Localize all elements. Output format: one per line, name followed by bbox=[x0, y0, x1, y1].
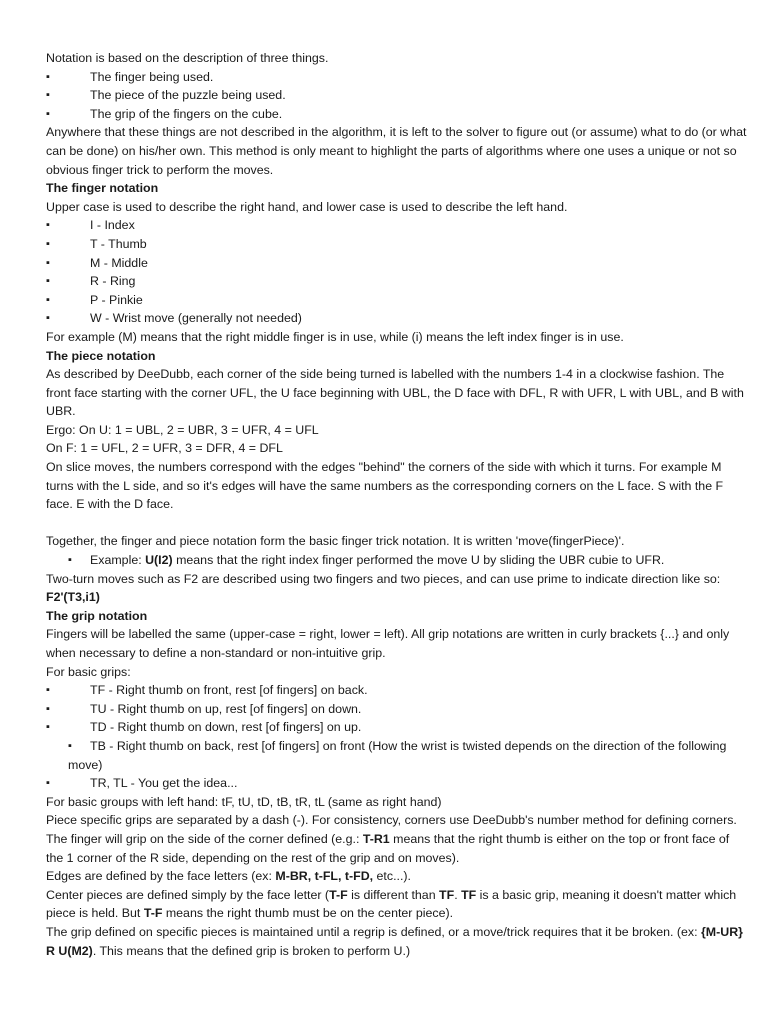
piece-description: As described by DeeDubb, each corner of the side being turned is labelled with the numbers 1-4 in a clockwise fashion. The front face starting with the corner UFL, the U face beginning with UBL, the D face with DFL, R with UFR, L with UBL, and B with UBR. bbox=[46, 367, 744, 419]
grip-item: ▪ TB - Right thumb on back, rest [of fingers] on front (How the wrist is twisted depends on the direction of the following move) bbox=[46, 737, 748, 774]
blank-line bbox=[46, 514, 748, 533]
intro-paragraph: Anywhere that these things are not described in the algorithm, it is left to the solver to figure out (or assume) what to do (or what can be done) on his/her own. This method is only meant to highlight the parts of algorithms where one uses a unique or not so obvious finger trick to perform the moves. bbox=[46, 125, 747, 177]
piece-on-f: On F: 1 = UFL, 2 = UFR, 3 = DFR, 4 = DFL bbox=[46, 441, 283, 456]
piece-ergo-u: Ergo: On U: 1 = UBL, 2 = UBR, 3 = UFR, 4 = UFL bbox=[46, 422, 319, 437]
finger-item: ▪ T - Thumb bbox=[46, 235, 748, 254]
code-run: M-BR, t-FL, t-FD, bbox=[275, 869, 374, 884]
grip-item: ▪ TD - Right thumb on down, rest [of fingers] on up. bbox=[46, 718, 748, 737]
piece-example-item bbox=[46, 551, 748, 570]
text-run: means that the right thumb is either on the top or front face of the 1 corner of the R side, depending on the rest of the grip and on moves). bbox=[46, 831, 730, 865]
finger-item: ▪ M - Middle bbox=[46, 254, 748, 273]
text-run: means the right thumb must be on the center piece). bbox=[162, 906, 454, 921]
text-run: . This means that the defined grip is broken to perform U.) bbox=[92, 943, 411, 958]
grip-item: ▪ TR, TL - You get the idea... bbox=[46, 774, 748, 793]
intro-item: ▪ The piece of the puzzle being used. bbox=[46, 86, 748, 105]
piece-two-turn bbox=[46, 570, 748, 607]
two-turn-text: Two-turn moves such as F2 are described using two fingers and two pieces, and can use prime to indicate direction like so: bbox=[46, 571, 721, 586]
finger-example: For example (M) means that the right middle finger is in use, while (i) means the left index finger is in use. bbox=[46, 329, 624, 344]
example-label: Example: bbox=[90, 553, 146, 568]
finger-item: ▪ P - Pinkie bbox=[46, 291, 748, 310]
code-run: T-F bbox=[329, 887, 348, 902]
grip-heading: The grip notation bbox=[46, 608, 148, 623]
code-run: {M-UR} R U(M2) bbox=[46, 924, 743, 958]
two-turn-code: F2'(T3,i1) bbox=[46, 590, 100, 605]
text-run: Center pieces are defined simply by the face letter ( bbox=[46, 887, 330, 902]
example-text: means that the right index finger performed the move U by sliding the UBR cubie to UFR. bbox=[172, 553, 665, 568]
grip-maintained bbox=[46, 923, 748, 960]
text-run: . bbox=[454, 887, 462, 902]
piece-together: Together, the finger and piece notation form the basic finger trick notation. It is written 'move(fingerPiece)'. bbox=[46, 534, 625, 549]
finger-item: ▪ W - Wrist move (generally not needed) bbox=[46, 309, 748, 328]
intro-item: ▪ The finger being used. bbox=[46, 68, 748, 87]
example-code: U(I2) bbox=[145, 553, 173, 568]
text-run: The grip defined on specific pieces is maintained until a regrip is defined, or a move/trick requires that it be broken. (ex: bbox=[46, 924, 701, 939]
finger-item: ▪ I - Index bbox=[46, 216, 748, 235]
grip-piece-specific bbox=[46, 811, 748, 867]
piece-heading: The piece notation bbox=[46, 348, 156, 363]
grip-description: Fingers will be labelled the same (upper-case = right, lower = left). All grip notations are written in curly brackets {...} and only when necessary to define a non-standard or non-intuitive grip. bbox=[46, 627, 730, 660]
code-run: T-F bbox=[143, 906, 163, 921]
code-run: TF bbox=[439, 887, 455, 902]
code-run: T-R1 bbox=[362, 831, 390, 846]
text-run: etc...). bbox=[373, 869, 411, 884]
grip-center bbox=[46, 886, 748, 923]
intro-item: ▪ The grip of the fingers on the cube. bbox=[46, 105, 748, 124]
grip-basic-label: For basic grips: bbox=[46, 664, 131, 679]
intro-text: Notation is based on the description of three things. bbox=[46, 51, 329, 65]
code-run: TF bbox=[461, 887, 477, 902]
grip-item: ▪ TF - Right thumb on front, rest [of fingers] on back. bbox=[46, 681, 748, 700]
text-run: Piece specific grips are separated by a dash (-). For consistency, corners use DeeDubb's number method for defining corners. The finger will grip on the side of the corner defined (e.g.: bbox=[46, 813, 737, 846]
grip-item: ▪ TU - Right thumb on up, rest [of fingers] on down. bbox=[46, 700, 748, 719]
text-run: is a basic grip, meaning it doesn't matter which piece is held. But bbox=[46, 887, 737, 921]
text-run: Edges are defined by the face letters (ex: bbox=[46, 869, 276, 884]
grip-edges bbox=[46, 867, 748, 886]
text-run: is different than bbox=[347, 887, 440, 902]
finger-heading: The finger notation bbox=[46, 181, 159, 196]
finger-item: ▪ R - Ring bbox=[46, 272, 748, 291]
grip-left-hand: For basic groups with left hand: tF, tU, tD, tB, tR, tL (same as right hand) bbox=[46, 794, 442, 809]
finger-description: Upper case is used to describe the right hand, and lower case is used to describe the left hand. bbox=[46, 199, 568, 214]
piece-slice: On slice moves, the numbers correspond with the edges "behind" the corners of the side with which it turns. For example M turns with the L side, and so it's edges will have the same numbers as the corresponding corners on the L face. S with the F face. E with the D face. bbox=[46, 460, 724, 512]
